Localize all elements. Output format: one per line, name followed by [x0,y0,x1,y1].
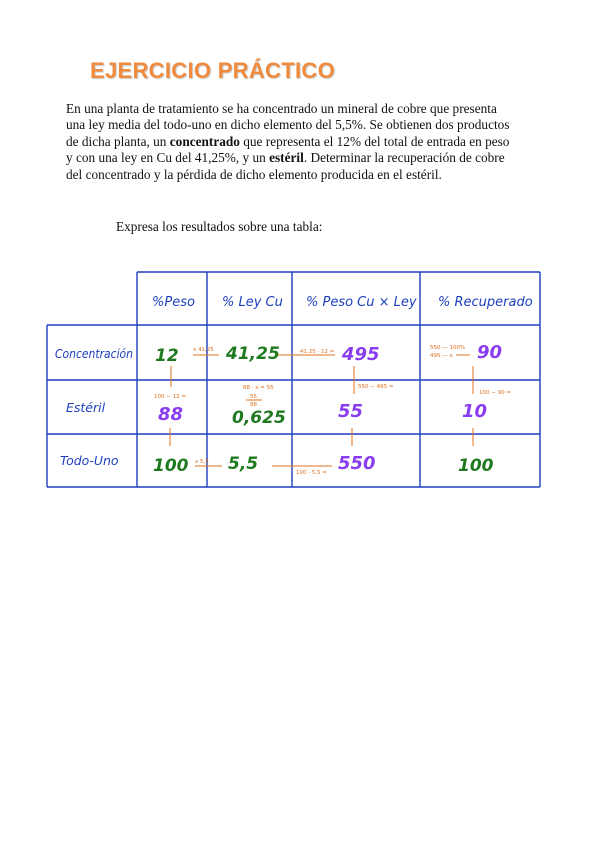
note-product-todo-uno: 100 · 5,5 = [296,470,327,476]
todo-uno-peso: 100 [153,456,189,476]
instruction-text: Expresa los resultados sobre una tabla: [116,219,323,234]
esteril-peso: 88 [158,404,184,425]
concentrado-peso-ley: 495 [342,344,380,365]
esteril-ley: 0,625 [232,408,286,428]
concentrado-term: concentrado [169,133,240,149]
esteril-recuperado: 10 [462,401,488,422]
note-por-ley-todo-uno: x 5,5 [195,459,209,465]
concentrado-recuperado: 90 [477,342,503,363]
note-ley-esteril-num: 55 [250,394,257,400]
note-pxl-esteril: 550 − 495 = [358,384,394,390]
note-peso-esteril: 100 − 12 = [154,394,186,400]
todo-uno-recuperado: 100 [458,456,494,476]
note-por-ley-concentrado: x 41,25 [193,347,214,353]
esteril-term: estéril [269,150,304,166]
exercise-title: EJERCICIO PRÁCTICO [90,58,335,83]
row-label-concentracion: Concentración [55,346,134,361]
esteril-peso-ley: 55 [338,401,364,422]
note-rec-esteril: 100 − 90 = [479,390,511,396]
todo-uno-ley: 5,5 [228,454,259,474]
todo-uno-peso-ley: 550 [338,453,376,474]
header-recuperado: % Recuperado [438,295,533,310]
note-product-concentrado: 41,25 · 12 = [300,349,335,355]
statement-part-1: En una planta de tratamiento se ha concentrado un mineral de cobre que presenta una ley media del todo-uno en dicho elemento del 5,5%. Se obtienen dos productos de dicha planta, un [66,101,510,149]
row-label-esteril: Estéril [66,400,106,415]
concentrado-ley: 41,25 [226,344,280,364]
note-rule-of-three-1: 550 — 100% [430,345,466,351]
row-label-todo-uno: Todo-Uno [60,453,119,468]
note-ley-esteril-eq: 88 · x = 55 [243,385,274,391]
header-ley-cu: % Ley Cu [222,295,283,310]
statement-part-3: . Determinar la recuperación de cobre del concentrado y la pérdida de dicho elemento producida en el estéril. [66,150,505,182]
note-ley-esteril-den: 88 [250,402,257,408]
note-rule-of-three-2: 495 — x [430,353,453,359]
concentrado-peso: 12 [155,346,179,366]
header-peso: %Peso [152,295,195,310]
statement-part-2: que representa el 12% del total de entrada en peso y con una ley en Cu del 41,25%, y un [66,133,510,166]
header-peso-por-ley: % Peso Cu × Ley [306,295,417,310]
